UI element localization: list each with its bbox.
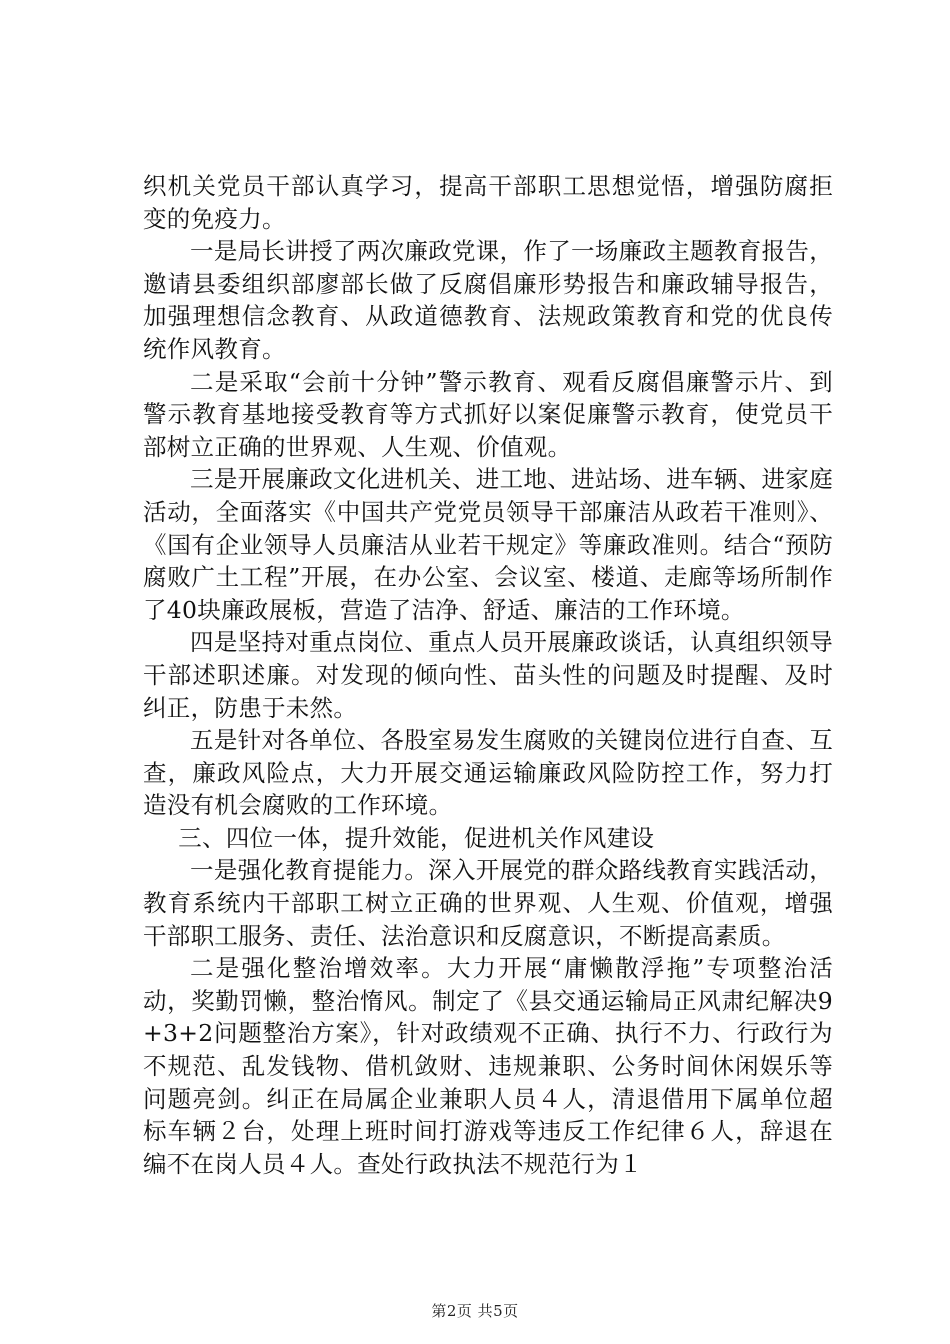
paragraph-item-2: 二是采取“会前十分钟”警示教育、观看反腐倡廉警示片、到警示教育基地接受教育等方式抓好以案促廉警示教育，使党员干部树立正确的世界观、人生观、价值观。 bbox=[143, 367, 833, 461]
paragraph-continuation: 织机关党员干部认真学习，提高干部职工思想觉悟，增强防腐拒变的免疫力。 bbox=[143, 172, 833, 233]
section-heading: 三、四位一体，提升效能，促进机关作风建设 bbox=[178, 823, 655, 852]
paragraph-item-5: 五是针对各单位、各股室易发生腐败的关键岗位进行自查、互查，廉政风险点，大力开展交通运输廉政风险防控工作，努力打造没有机会腐败的工作环境。 bbox=[143, 726, 833, 820]
paragraph-item-7: 二是强化整治增效率。大力开展“庸懒散浮拖”专项整治活动，奖勤罚懒，整治惰风。制定了《县交通运输局正风肃纪解决9+3+2问题整治方案》，针对政绩观不正确、执行不力、行政行为不规范、乱发钱物、借机敛财、违规兼职、公务时间休闲娱乐等问题亮剑。纠正在局属企业兼职人员４人，清退借用下属单位超标车辆２台，处理上班时间打游戏等违反工作纪律６人，辞退在编不在岗人员４人。查处行政执法不规范行为１ bbox=[143, 954, 833, 1178]
paragraph-item-1: 一是局长讲授了两次廉政党课，作了一场廉政主题教育报告，邀请县委组织部廖部长做了反腐倡廉形势报告和廉政辅导报告，加强理想信念教育、从政道德教育、法规政策教育和党的优良传统作风教育。 bbox=[143, 237, 833, 363]
paragraph-item-3: 三是开展廉政文化进机关、进工地、进站场、进车辆、进家庭活动，全面落实《中国共产党党员领导干部廉洁从政若干准则》、《国有企业领导人员廉洁从业若干规定》等廉政准则。结合“预防腐败广土工程”开展，在办公室、会议室、楼道、走廊等场所制作了40块廉政展板，营造了洁净、舒适、廉洁的工作环境。 bbox=[143, 465, 833, 624]
page-number-footer: 第2页 共5页 bbox=[431, 1302, 519, 1320]
document-body bbox=[143, 170, 833, 1180]
paragraph-item-4: 四是坚持对重点岗位、重点人员开展廉政谈话，认真组织领导干部述职述廉。对发现的倾向性、苗头性的问题及时提醒、及时纠正，防患于未然。 bbox=[143, 628, 833, 722]
paragraph-item-6: 一是强化教育提能力。深入开展党的群众路线教育实践活动，教育系统内干部职工树立正确的世界观、人生观、价值观，增强干部职工服务、责任、法治意识和反腐意识，不断提高素质。 bbox=[143, 856, 833, 950]
